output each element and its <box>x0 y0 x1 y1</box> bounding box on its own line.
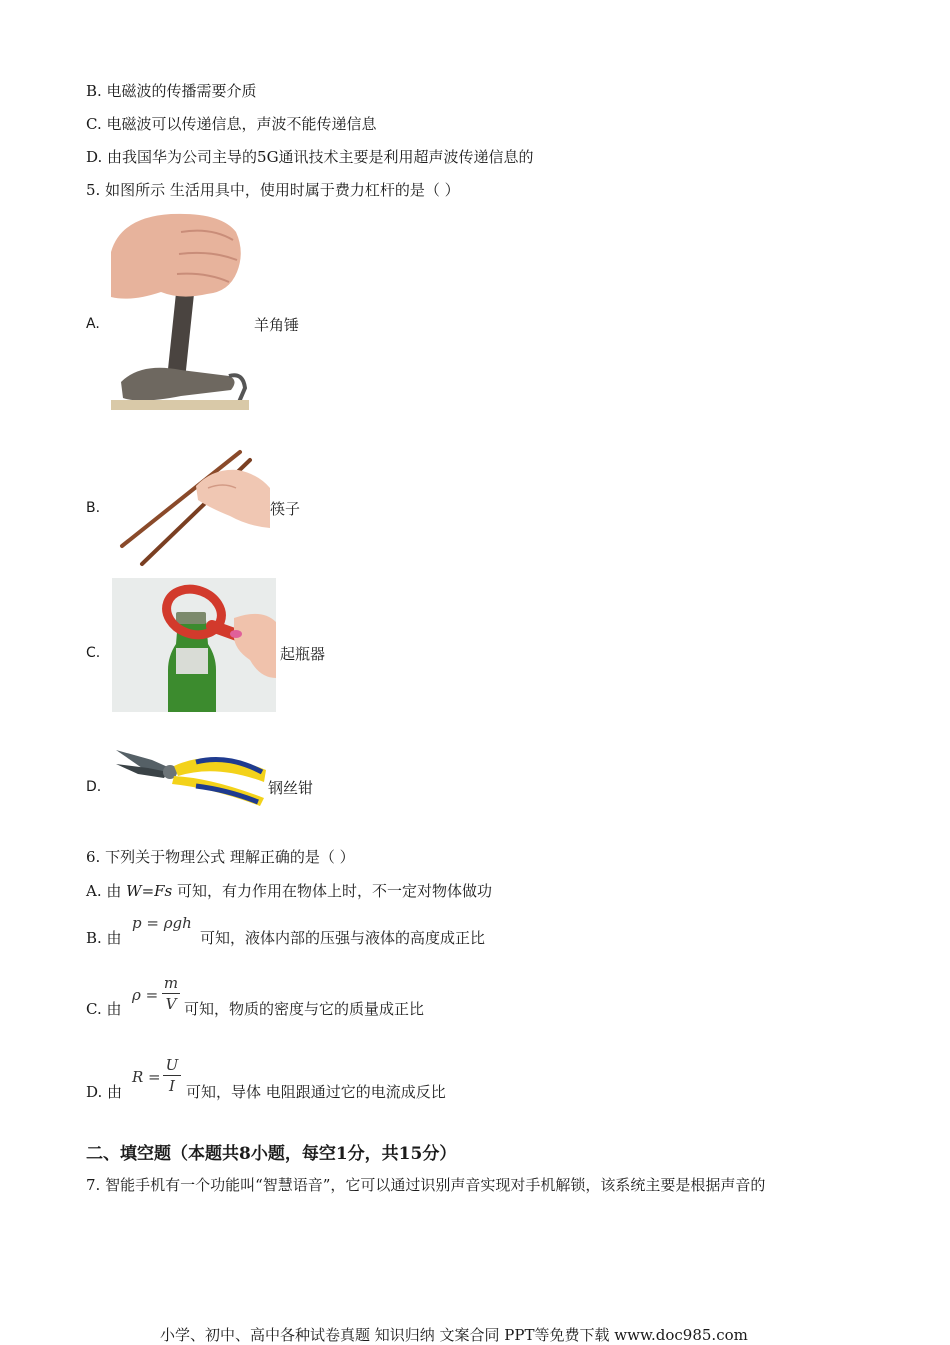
pliers-image <box>112 742 268 808</box>
q6-option-c-lhs: ρ = <box>132 986 159 1004</box>
chopsticks-image <box>118 448 270 568</box>
q6-option-b-text: 可知，液体内部的压强与液体的高度成正比 <box>200 929 486 947</box>
q6-option-c-fraction <box>162 974 180 1013</box>
hammer-image <box>111 212 249 410</box>
q6-option-a-prefix: A. 由 <box>86 882 122 900</box>
q5-option-a-letter: A. <box>86 316 100 332</box>
q7-stem: 7. 智能手机有一个功能叫“智慧语音”，它可以通过识别声音实现对手机解锁，该系统主要是根据声音的 <box>86 1176 766 1194</box>
q6-option-c-denominator: V <box>165 995 177 1013</box>
q6-option-d-fraction <box>163 1056 181 1095</box>
q5-option-b-letter: B. <box>86 500 101 516</box>
q6-option-b-formula: p = ρgh <box>132 914 192 932</box>
q6-option-d-numerator: U <box>165 1056 179 1074</box>
q6-stem: 6. 下列关于物理公式 理解正确的是（ ） <box>86 848 355 866</box>
q5-option-c-label: 起瓶器 <box>280 645 326 663</box>
q5-option-c-letter: C. <box>86 645 101 661</box>
q5-option-b-label: 筷子 <box>270 500 301 518</box>
q5-option-a-label: 羊角锤 <box>254 316 300 334</box>
footer-ad: 小学、初中、高中各种试卷真题 知识归纳 文案合同 PPT等免费下载 www.doc985.com <box>160 1326 748 1344</box>
q6-option-a <box>86 881 492 901</box>
q6-option-b-prefix: B. 由 <box>86 929 122 947</box>
q4-option-d: D. 由我国华为公司主导的5G通讯技术主要是利用超声波传递信息的 <box>86 148 534 166</box>
bottle-opener-image <box>112 578 276 712</box>
q4-option-c: C. 电磁波可以传递信息，声波不能传递信息 <box>86 115 377 133</box>
q5-stem: 5. 如图所示 生活用具中，使用时属于费力杠杆的是（ ） <box>86 181 460 199</box>
q6-option-d-lhs: R = <box>132 1068 161 1086</box>
q6-option-d-denominator: I <box>169 1077 175 1095</box>
q6-option-c-prefix: C. 由 <box>86 1000 122 1018</box>
q5-option-d-label: 钢丝钳 <box>268 779 314 797</box>
q6-option-a-text: 可知，有力作用在物体上时，不一定对物体做功 <box>177 882 493 900</box>
q6-option-a-formula: W=Fs <box>126 882 173 900</box>
q6-option-c-text: 可知，物质的密度与它的质量成正比 <box>184 1000 425 1018</box>
q6-option-c-numerator: m <box>163 974 179 992</box>
section-heading: 二、填空题（本题共8小题，每空1分，共15分） <box>86 1144 457 1164</box>
q6-option-d-prefix: D. 由 <box>86 1083 123 1101</box>
q4-option-b: B. 电磁波的传播需要介质 <box>86 82 257 100</box>
q5-option-d-letter: D. <box>86 779 102 795</box>
q6-option-d-text: 可知，导体 电阻跟通过它的电流成反比 <box>186 1083 446 1101</box>
